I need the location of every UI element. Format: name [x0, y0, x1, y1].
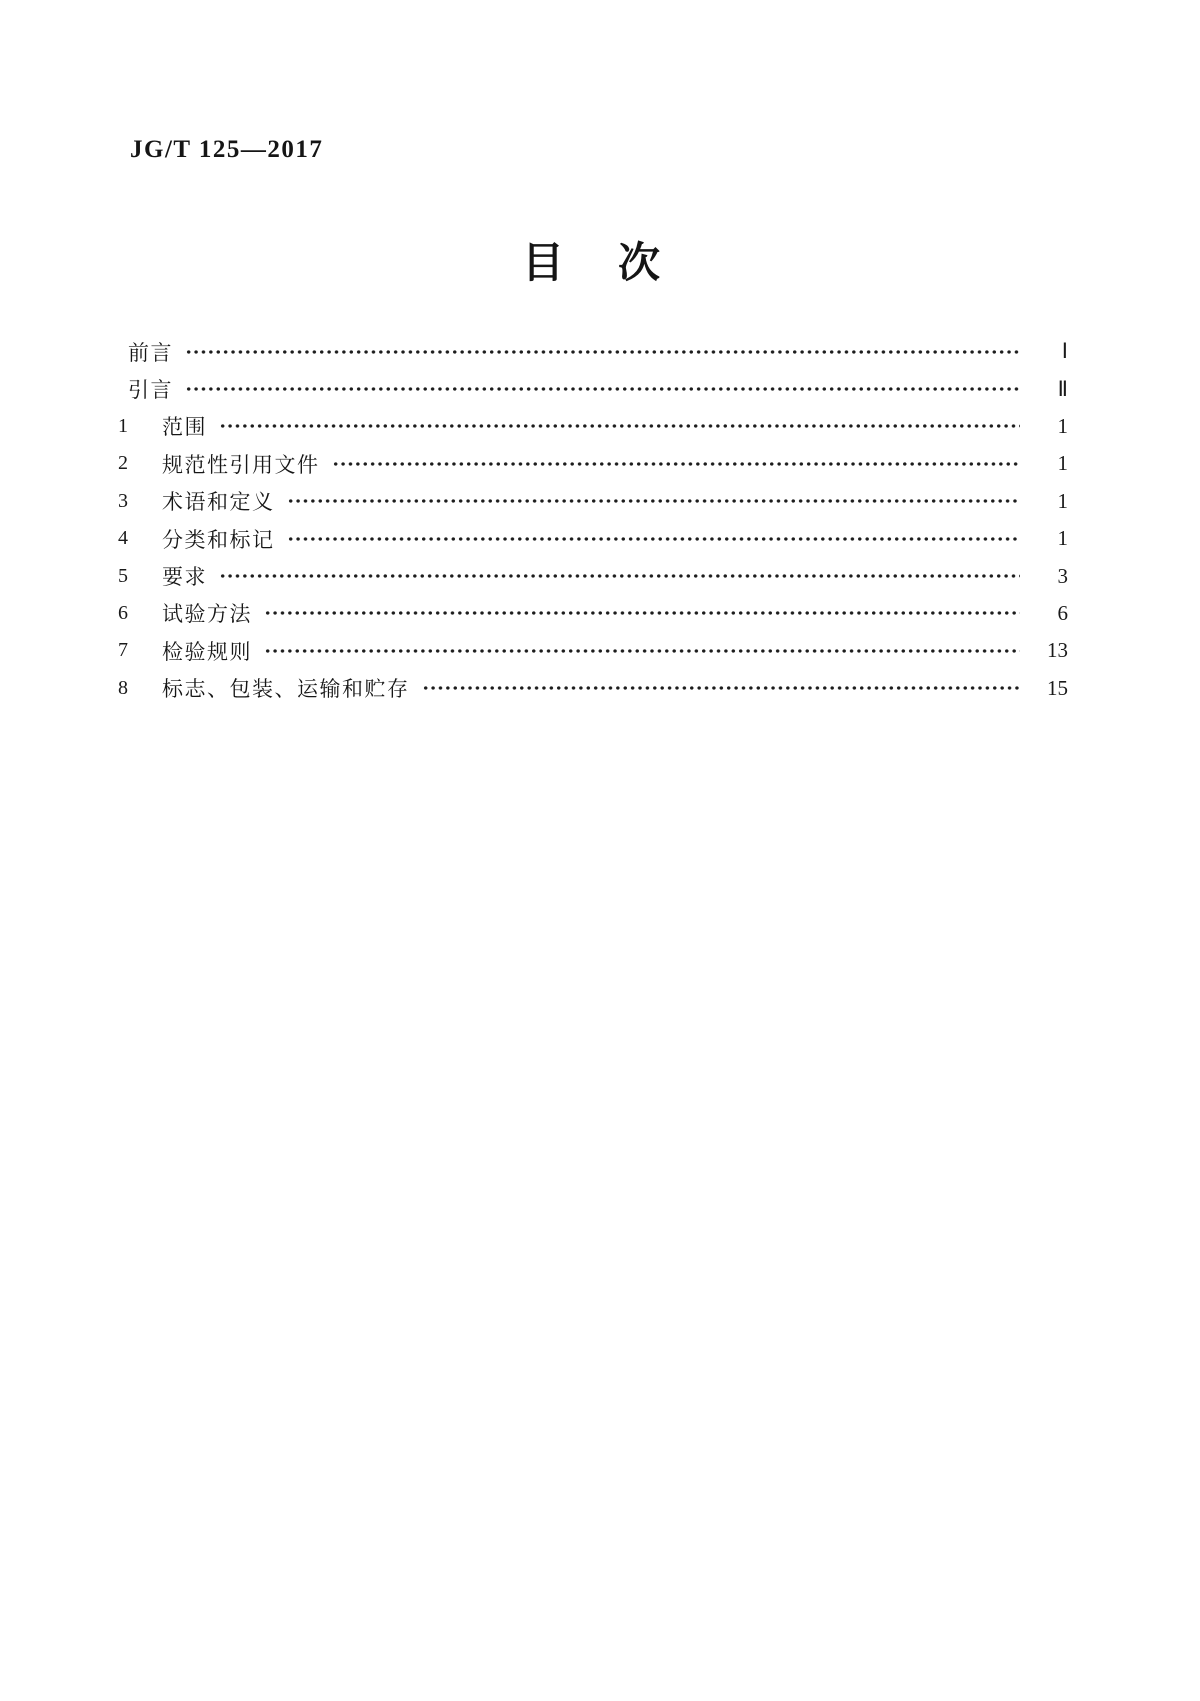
- toc-entry-page: 1: [1057, 451, 1068, 476]
- toc-entry-page: 1: [1057, 526, 1068, 551]
- doc-code: JG/T 125—2017: [130, 136, 324, 163]
- toc-entry-page: 1: [1057, 413, 1068, 438]
- leader-dots: [185, 349, 1020, 355]
- toc-entry: [118, 595, 1068, 632]
- toc-entry-label: 试验方法: [162, 602, 252, 627]
- toc-entry-label: 前言: [128, 340, 173, 365]
- leader-dots: [287, 536, 1021, 542]
- toc-entry-label: 要求: [162, 565, 207, 590]
- toc-entry-number: 6: [118, 601, 128, 624]
- toc-entry: [118, 408, 1068, 445]
- page-title: 目 次: [521, 239, 666, 286]
- toc-entry-label: 标志、包装、运输和贮存: [162, 677, 410, 702]
- leader-dots: [332, 461, 1021, 467]
- toc-entry-number: 2: [118, 452, 128, 475]
- leader-dots: [287, 498, 1021, 504]
- toc-entry-label: 引言: [128, 378, 173, 403]
- toc-entry-page: Ⅰ: [1061, 339, 1068, 364]
- toc-list: [118, 333, 1068, 707]
- toc-entry-page: Ⅱ: [1057, 376, 1068, 401]
- toc-entry-label: 范围: [162, 415, 207, 440]
- toc-entry: [118, 445, 1068, 482]
- leader-dots: [422, 685, 1021, 691]
- toc-entry-page: 6: [1057, 600, 1068, 625]
- toc-entry: [118, 557, 1068, 594]
- toc-entry-label: 术语和定义: [162, 490, 275, 515]
- toc-entry: [118, 333, 1068, 370]
- toc-entry-number: 5: [118, 564, 128, 587]
- toc-entry-number: 1: [118, 414, 128, 437]
- leader-dots: [219, 423, 1020, 429]
- toc-entry-number: 3: [118, 489, 128, 512]
- toc-entry-page: 13: [1047, 638, 1068, 663]
- toc-entry-page: 15: [1047, 675, 1068, 700]
- toc-entry-label: 检验规则: [162, 639, 252, 664]
- toc-entry: [118, 632, 1068, 669]
- toc-entry-page: 3: [1057, 563, 1068, 588]
- toc-entry-number: 4: [118, 527, 128, 550]
- toc-entry-page: 1: [1057, 488, 1068, 513]
- leader-dots: [264, 610, 1020, 616]
- toc-entry-label: 规范性引用文件: [162, 452, 320, 477]
- toc-entry-number: 7: [118, 639, 128, 662]
- leader-dots: [264, 648, 1020, 654]
- leader-dots: [185, 386, 1020, 392]
- toc-entry-number: 8: [118, 676, 128, 699]
- toc-entry: [118, 370, 1068, 407]
- leader-dots: [219, 573, 1020, 579]
- toc-entry: [118, 670, 1068, 707]
- toc-entry: [118, 483, 1068, 520]
- toc-entry: [118, 520, 1068, 557]
- toc-entry-label: 分类和标记: [162, 527, 275, 552]
